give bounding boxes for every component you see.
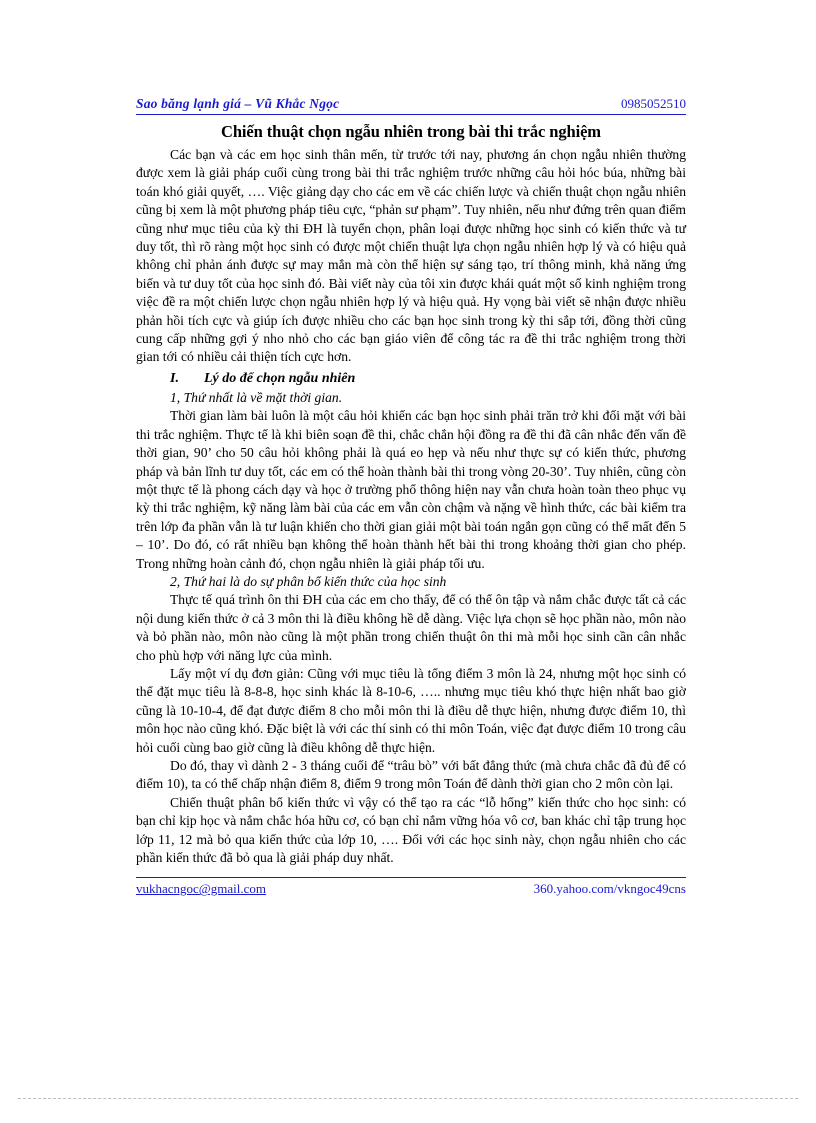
subsection-2-paragraph-3: Do đó, thay vì dành 2 - 3 tháng cuối để “trâu bò” với bất đẳng thức (mà chưa chắc đã đủ để có điểm 10), ta có thể chấp nhận điểm 8, điểm 9 trong môn Toán để dành thời gian cho 2 môn còn lại. [136,758,686,792]
document-header [136,96,686,115]
subsection-2-paragraph-1: Thực tế quá trình ôn thi ĐH của các em cho thấy, để có thể ôn tập và nắm chắc được tất cả các nội dung kiến thức ở cả 3 môn thi là điều không hề dễ dàng. Việc lựa chọn sẽ học phần nào, môn nào và bỏ phần nào, môn nào cũng là một phần trong chiến thuật ôn thi mà mỗi học sinh cần cân nhắc cho phù hợp với năng lực của mình. [136,592,686,663]
section-heading-1 [136,371,686,387]
subsection-heading-2: 2, Thứ hai là do sự phân bổ kiến thức của học sinh [170,573,447,589]
page-title: Chiến thuật chọn ngẫu nhiên trong bài thi trắc nghiệm [221,122,601,141]
document-footer [136,877,686,897]
header-phone: 0985052510 [621,96,686,111]
subsection-2-paragraph-2: Lấy một ví dụ đơn giản: Cũng với mục tiêu là tổng điểm 3 môn là 24, nhưng một học sinh có thể đặt mục tiêu là 8-8-8, học sinh khác là 8-10-6, ….. nhưng mục tiêu khó thực hiện nhất bao giờ cũng là 10-10-4, để đạt được điểm 8 cho mỗi môn thi là điều dễ thực hiện, nhưng được điểm 10, thì môn học nào cũng khó. Đặc biệt là với các thí sinh có thi môn Toán, việc đạt được điểm 10 trong câu hỏi cuối cùng bao giờ cũng là điều không dễ thực hiện. [136,665,686,755]
document-content [136,96,686,897]
header-author: Sao băng lạnh giá – Vũ Khắc Ngọc [136,96,340,111]
subsection-1-paragraph-1: Thời gian làm bài luôn là một câu hỏi khiến các bạn học sinh phải trăn trở khi đối mặt với bài thi trắc nghiệm. Thực tế là khi biên soạn đề thi, chắc chắn hội đồng ra đề thi đã cân nhắc đến vấn đề thời gian, 90’ cho 50 câu hỏi không phải là quá eo hẹp và nếu như thực sự có kiến thức, phương pháp và bản lĩnh tư duy tốt, các em có thể hoàn thành bài thi trong vòng 20-30’. Tuy nhiên, cũng còn một thực tế là phong cách dạy và học ở trường phổ thông hiện nay vẫn chưa hoàn toàn theo phục vụ kỳ thi trắc nghiệm, kỹ năng làm bài của các em vẫn còn chậm và nặng về hình thức, các bài kiểm tra trên lớp đa phần vẫn là tư luận khiến cho thời gian giải một bài toán ngắn gọn cũng có thể mất đến 5 – 10’. Do đó, có rất nhiều bạn không thể hoàn thành hết bài thi trong khoảng thời gian cho phép. Trong những hoàn cảnh đó, chọn ngẫu nhiên là giải pháp tối ưu. [136,408,686,571]
section-title: Lý do để chọn ngẫu nhiên [204,370,356,386]
page-bottom-divider [18,1098,798,1099]
footer-site-link[interactable]: 360.yahoo.com/vkngoc49cns [533,881,686,897]
section-number: I. [170,370,179,386]
subsection-2-paragraph-4: Chiến thuật phân bổ kiến thức vì vậy có thể tạo ra các “lỗ hổng” kiến thức cho học sinh: có bạn chỉ kịp học và nắm chắc hóa hữu cơ, có bạn chỉ nắm vững hóa vô cơ, ban khác chỉ tập trung học lớp 11, 12 mà bỏ qua kiến thức của lớp 10, …. Đối với các học sinh này, chọn ngẫu nhiên cho các phần kiến thức đã bỏ qua là giải pháp duy nhất. [136,794,686,866]
footer-email-link[interactable]: vukhacngoc@gmail.com [136,881,267,897]
intro-paragraph: Các bạn và các em học sinh thân mến, từ trước tới nay, phương án chọn ngẫu nhiên thường được xem là giải pháp cuối cùng trong bài thi trắc nghiệm trước những câu hỏi hóc búa, những bài toán khó giải quyết, …. Việc giảng dạy cho các em về các chiến lược và chiến thuật chọn ngẫu nhiên cũng bị xem là một phương pháp tiêu cực, “phản sư phạm”. Tuy nhiên, nếu như đứng trên quan điểm cũng như mục tiêu của kỳ thi ĐH là tuyển chọn, phân loại được những học sinh có kiến thức và tư duy tốt, thì rõ ràng một học sinh có được một chiến thuật lựa chọn ngẫu nhiên hợp lý và có hiệu quả không chỉ phản ánh được sự may mắn mà còn thể hiện sự sáng tạo, trí thông minh, khả năng ứng biến và tư duy tốt của học sinh đó. Bài viết này của tôi xin được khái quát một số kinh nghiệm trong việc đề ra một chiến lược chọn ngẫu nhiên hợp lý và hiệu quả. Hy vọng bài viết sẽ nhận được nhiều phản hồi tích cực và giúp ích được nhiều cho các bạn học sinh trong kỳ thi sắp tới, đồng thời cũng cung cấp những gợi ý nho nhỏ cho các bạn giáo viên để công tác ra đề thi trắc nghiệm trong thời gian tới có nhiều cải thiện tích cực hơn. [136,147,686,365]
subsection-heading-1: 1, Thứ nhất là về mặt thời gian. [170,389,343,405]
